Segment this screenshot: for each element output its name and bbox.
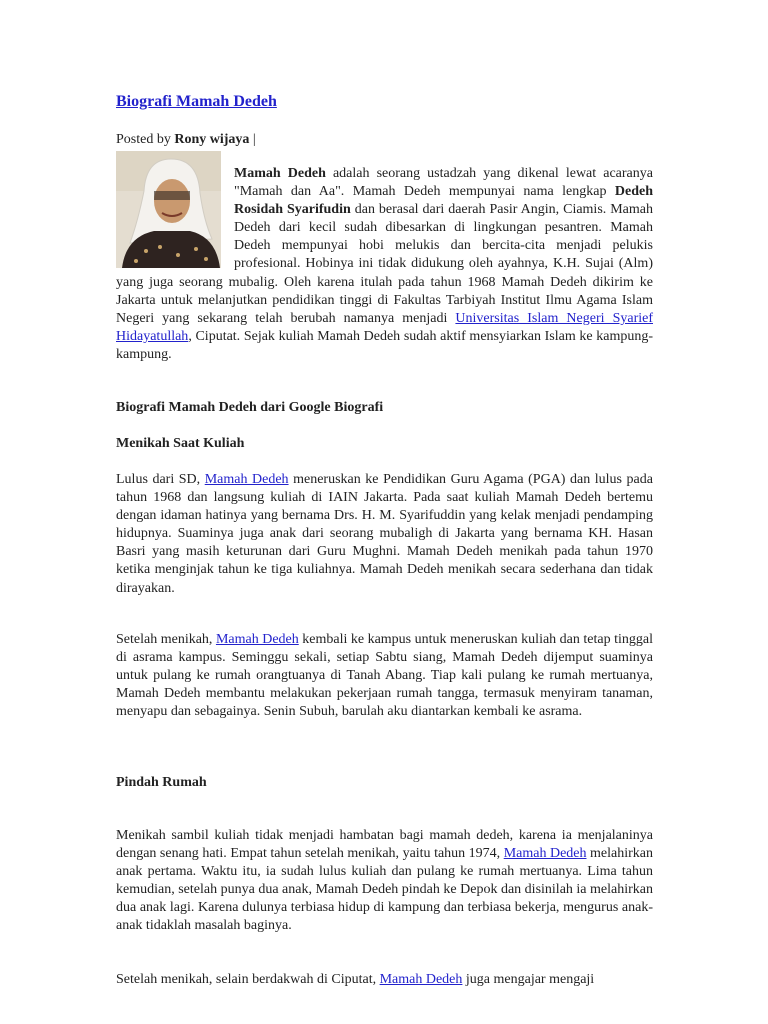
para3-text-b: melahirkan anak pertama. Waktu itu, ia sudah lulus kuliah dan pulang ke rumah mertuanya. Lima tahun kemudian, setelah punya dua anak, Mamah Dedeh pindah ke Depok dan disinilah ia melahirkan dua anak lagi. Karena dulunya terbiasa hidup di kampung dan terbiasa bekerja, mengurus anak-anak tidaklah masalah baginya. [116, 846, 653, 934]
intro-fullname: Dedeh Rosidah Syarifudin [234, 184, 653, 218]
mamah-dedeh-link[interactable]: Mamah Dedeh [379, 972, 463, 987]
posted-prefix: Posted by [116, 132, 175, 147]
paragraph-mengajar [116, 971, 653, 989]
para2-text-b: kembali ke kampus untuk meneruskan kuliah dan tetap tinggal di asrama kampus. Seminggu sekali, setiap Sabtu siang, Mamah Dedeh dijemput suaminya untuk pulang ke rumah orangtuanya di Tanah Abang. Tiap kali pulang ke rumah mertuanya, Mamah Dedeh membantu melakukan pekerjaan rumah tangga, termasuk menyiram tanaman, menyapu dan sebagainya. Senin Subuh, barulah aku diantarkan kembali ke asrama. [116, 632, 653, 720]
para2-text-a: Setelah menikah, [116, 632, 216, 647]
mamah-dedeh-link[interactable]: Mamah Dedeh [503, 846, 587, 862]
para1-text-b: meneruskan ke Pendidikan Guru Agama (PGA) dan lulus pada tahun 1968 dan langsung kuliah di IAIN Jakarta. Pada saat kuliah Mamah Dedeh bertemu dengan idaman hatinya yang bernama Drs. H. M. Syarifuddin yang kelak menjadi pendamping hidupnya. Suaminya juga anak dari seorang mubaligh di Jakarta yang bernama KH. Hasan Basri yang masih keturunan dari Guru Mughni. Mamah Dedeh menikah pada tahun 1970 ketika menginjak tahun ke tiga kuliahnya. Mamah Dedeh menikah secara sederhana dan tidak dirayakan. [116, 472, 653, 596]
para4-text-a: Setelah menikah, selain berdakwah di Ciputat, [116, 972, 380, 987]
para1-text-a: Lulus dari SD, [116, 472, 205, 487]
section-heading-pindah-rumah: Pindah Rumah [116, 775, 207, 790]
para4-text-b: juga mengajar mengaji [462, 972, 595, 987]
intro-paragraph [116, 165, 653, 364]
section-heading-google-biografi: Biografi Mamah Dedeh dari Google Biografi [116, 400, 384, 415]
para3-text-a: Menikah sambil kuliah tidak menjadi hambatan bagi mamah dedeh, karena ia menjalaninya dengan senang hati. Empat tahun setelah menikah, yaitu tahun 1974, [116, 828, 653, 862]
paragraph-menikah-2 [116, 631, 653, 721]
intro-name: Mamah Dedeh [234, 166, 326, 181]
paragraph-menikah-1 [116, 471, 653, 598]
posted-by-line [116, 132, 256, 148]
paragraph-pindah-rumah [116, 827, 653, 936]
author-name[interactable]: Rony wijaya [174, 132, 250, 147]
intro-text-3: , Ciputat. Sejak kuliah Mamah Dedeh sudah aktif mensyiarkan Islam ke kampung-kampung. [116, 328, 653, 362]
university-link[interactable]: Universitas Islam Negeri Syarief Hidayatullah [116, 310, 653, 344]
mamah-dedeh-link[interactable]: Mamah Dedeh [204, 472, 289, 487]
mamah-dedeh-link[interactable]: Mamah Dedeh [215, 632, 299, 647]
intro-text-2: dan berasal dari daerah Pasir Angin, Ciamis. Mamah Dedeh dari kecil sudah dibesarkan di lingkungan pesantren. Mamah Dedeh mempunyai hobi melukis dan bercita-cita menjadi pelukis profesional. Hobinya ini tidak didukung oleh ayahnya, K.H. Sujai (Alm) yang juga seorang mubalig. Oleh karena itulah pada tahun 1968 Mamah Dedeh dikirim ke Jakarta untuk melanjutkan pendidikan tinggi di Fakultas Tarbiyah Institut Ilmu Agama Islam Negeri yang sekarang telah berubah namanya menjadi [116, 202, 653, 326]
page-title[interactable]: Biografi Mamah Dedeh [116, 93, 277, 110]
section-heading-menikah: Menikah Saat Kuliah [116, 436, 245, 451]
intro-text-1: adalah seorang ustadzah yang dikenal lewat acaranya "Mamah dan Aa". Mamah Dedeh mempunyai nama lengkap [234, 166, 653, 200]
posted-suffix: | [249, 132, 256, 147]
